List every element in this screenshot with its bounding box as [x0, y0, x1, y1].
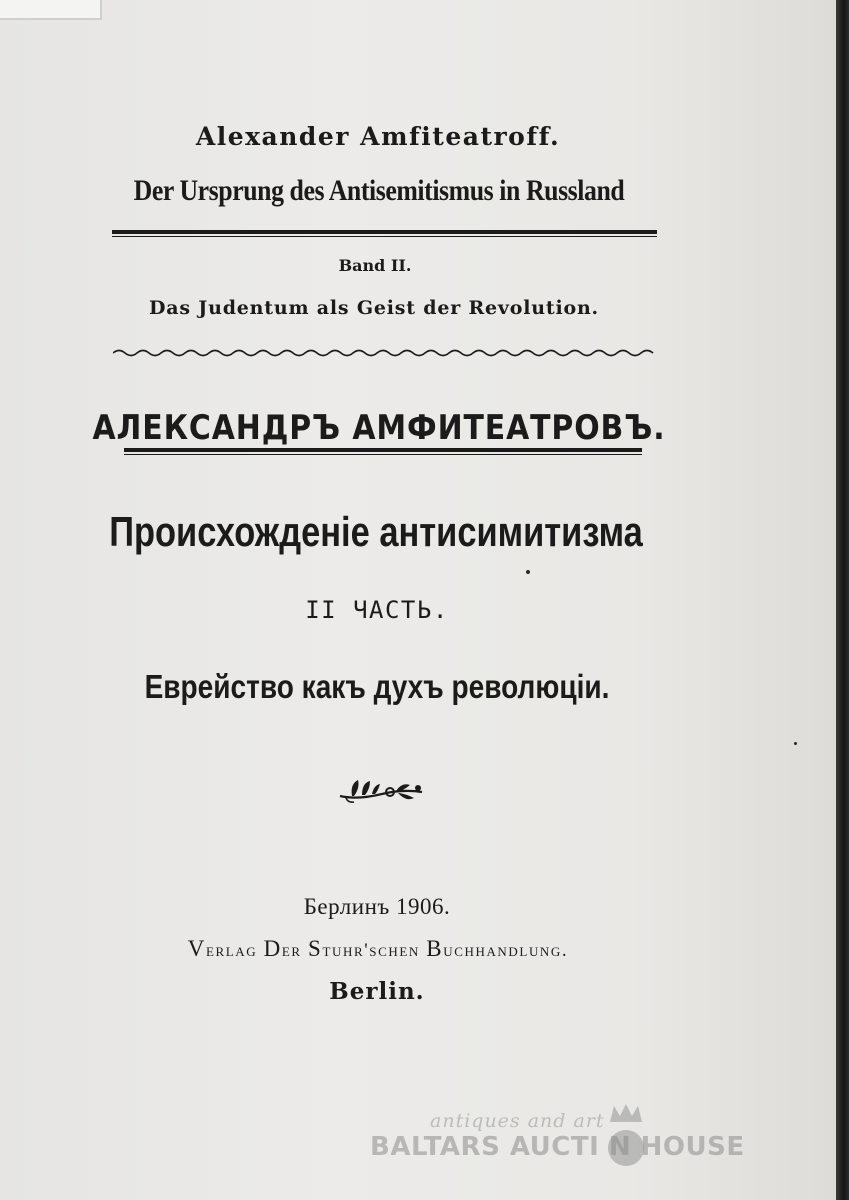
publisher-initial-b: B	[426, 936, 444, 961]
publisher-initial-d: D	[263, 936, 282, 961]
title-rule-russian	[124, 448, 642, 455]
book-spine-edge	[836, 0, 849, 1200]
volume-label: Band II.	[338, 256, 412, 275]
subtitle-russian: Еврейство какъ духъ революціи.	[144, 668, 610, 705]
publisher-city: Berlin.	[329, 978, 425, 1005]
paper-tag	[0, 0, 102, 20]
watermark-tagline: antiques and art	[430, 1110, 605, 1132]
ink-speck	[526, 570, 530, 574]
title-german: Der Ursprung des Antisemitismus in Russland	[133, 174, 625, 207]
subtitle-german: Das Judentum als Geist der Revolution.	[149, 297, 599, 319]
publisher-word-der: er	[281, 940, 302, 961]
watermark-brand: BALTARS AUCTI N HOUSE	[370, 1132, 745, 1162]
publisher-initial-s: S	[308, 936, 323, 961]
title-rule-german	[112, 230, 657, 237]
imprint-russian: Берлинъ 1906.	[303, 894, 451, 919]
publisher-line	[0, 936, 796, 962]
publisher-word-stuhrschen: tuhr'schen	[322, 940, 420, 961]
wavy-divider	[113, 344, 658, 360]
publisher-initial-v: V	[187, 936, 206, 961]
publisher-word-verlag: erlag	[205, 940, 258, 961]
auction-watermark	[370, 1100, 790, 1170]
publisher-word-buchhandlung: uchhandlung.	[443, 940, 569, 961]
author-german: Alexander Amfiteatroff.	[195, 122, 561, 151]
ink-speck	[794, 742, 797, 745]
title-russian: Происхожденіе антисимитизма	[109, 508, 643, 555]
author-russian: АЛЕКСАНДРЪ АМФИТЕАТРОВЪ.	[92, 408, 666, 448]
floral-ornament-icon	[338, 776, 424, 806]
part-label: II ЧАСТЬ.	[305, 596, 449, 624]
